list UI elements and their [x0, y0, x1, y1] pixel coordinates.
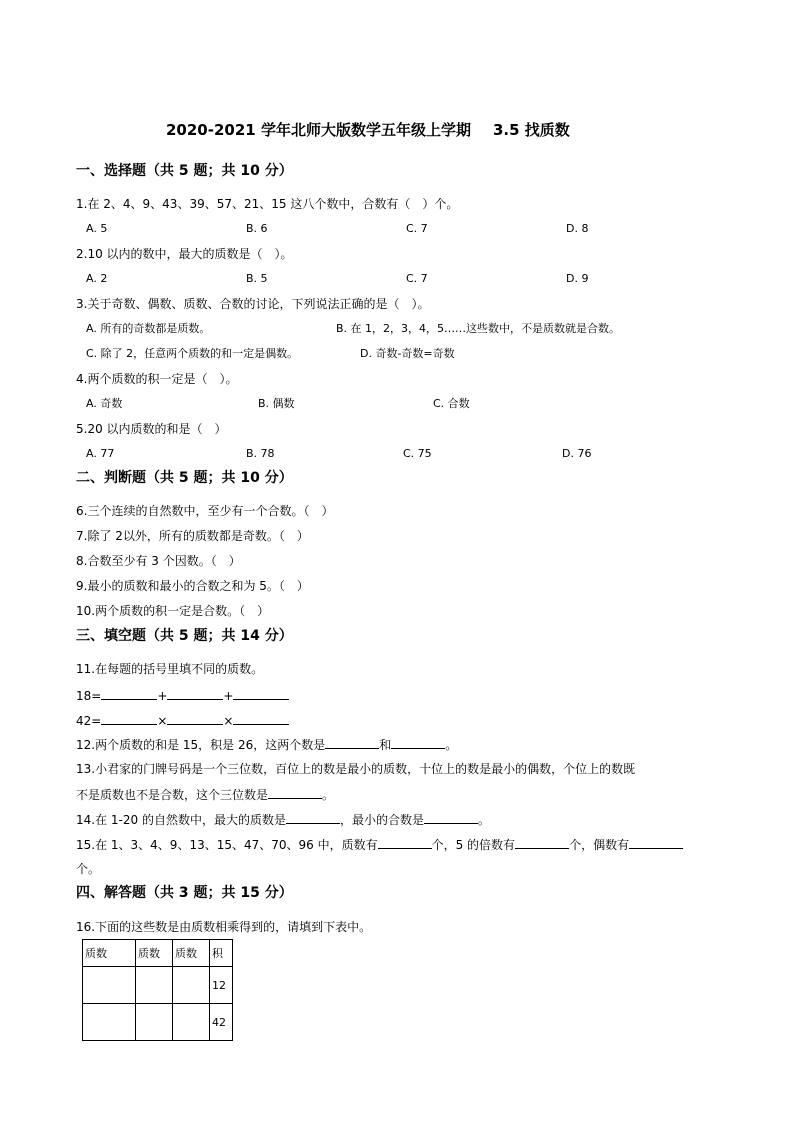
- question-11: 11.在每题的括号里填不同的质数。: [76, 662, 264, 676]
- question-4: 4.两个质数的积一定是（ ）。: [76, 372, 238, 386]
- table-cell-empty[interactable]: [173, 1004, 210, 1041]
- table-cell-product: 12: [210, 967, 233, 1004]
- q11-line-42: 42= × ×: [76, 712, 289, 729]
- q4-option-c: C. 合数: [433, 397, 470, 410]
- table-cell-empty[interactable]: [83, 1004, 136, 1041]
- section-1-heading: 一、选择题（共 5 题；共 10 分）: [76, 163, 293, 179]
- answer-blank[interactable]: [101, 687, 157, 700]
- question-14: 14.在 1-20 的自然数中，最大的质数是 ，最小的合数是 。: [76, 813, 490, 827]
- q11-line-18: 18= + +: [76, 687, 289, 704]
- q4-option-b: B. 偶数: [258, 397, 295, 410]
- answer-blank[interactable]: [378, 836, 432, 849]
- question-10: 10.两个质数的积一定是合数。（ ）: [76, 604, 270, 618]
- question-5: 5.20 以内质数的和是（ ）: [76, 422, 227, 436]
- answer-blank[interactable]: [325, 736, 379, 749]
- section-2-heading: 二、判断题（共 5 题；共 10 分）: [76, 470, 293, 486]
- question-3: 3.关于奇数、偶数、质数、合数的讨论，下列说法正确的是（ ）。: [76, 297, 430, 311]
- q2-option-a: A. 2: [86, 272, 108, 285]
- answer-blank[interactable]: [101, 712, 157, 725]
- question-1: 1.在 2、4、9、43、39、57、21、15 这八个数中，合数有（ ）个。: [76, 197, 459, 211]
- answer-blank[interactable]: [629, 836, 683, 849]
- table-header: 质数: [83, 940, 136, 967]
- q5-option-a: A. 77: [86, 447, 115, 460]
- question-8: 8.合数至少有 3 个因数。（ ）: [76, 554, 241, 568]
- q5-option-d: D. 76: [562, 447, 592, 460]
- q3-option-d: D. 奇数-奇数=奇数: [360, 347, 455, 360]
- question-15-line-2: 个。: [76, 862, 101, 876]
- question-6: 6.三个连续的自然数中，至少有一个合数。（ ）: [76, 504, 334, 518]
- q1-option-c: C. 7: [406, 222, 428, 235]
- question-13-line-2: 不是质数也不是合数，这个三位数是 。: [76, 788, 335, 802]
- question-12: 12.两个质数的和是 15，积是 26，这两个数是 和 。: [76, 738, 458, 752]
- section-3-heading: 三、填空题（共 5 题；共 14 分）: [76, 628, 293, 644]
- table-cell-empty[interactable]: [173, 967, 210, 1004]
- q5-option-b: B. 78: [246, 447, 275, 460]
- question-13-line-1: 13.小君家的门牌号码是一个三位数，百位上的数是最小的质数，十位上的数是最小的偶数，个位上的数既: [76, 762, 636, 776]
- question-7: 7.除了 2以外，所有的质数都是奇数。（ ）: [76, 529, 309, 543]
- question-9: 9.最小的质数和最小的合数之和为 5。（ ）: [76, 579, 309, 593]
- answer-blank[interactable]: [391, 736, 445, 749]
- q2-option-c: C. 7: [406, 272, 428, 285]
- q3-option-a: A. 所有的奇数都是质数。: [86, 322, 211, 335]
- answer-blank[interactable]: [167, 687, 223, 700]
- q4-option-a: A. 奇数: [86, 397, 123, 410]
- question-16: 16.下面的这些数是由质数相乘得到的，请填到下表中。: [76, 920, 372, 934]
- answer-blank[interactable]: [286, 811, 340, 824]
- q1-option-d: D. 8: [566, 222, 589, 235]
- q1-option-a: A. 5: [86, 222, 108, 235]
- q3-option-c: C. 除了 2，任意两个质数的和一定是偶数。: [86, 347, 299, 360]
- table-header: 质数: [136, 940, 173, 967]
- q2-option-b: B. 5: [246, 272, 268, 285]
- table-cell-empty[interactable]: [136, 1004, 173, 1041]
- answer-blank[interactable]: [167, 712, 223, 725]
- table-header: 质数: [173, 940, 210, 967]
- answer-blank[interactable]: [233, 712, 289, 725]
- q3-option-b: B. 在 1，2，3，4，5……这些数中，不是质数就是合数。: [336, 322, 621, 335]
- question-15-line-1: 15.在 1、3、4、9、13、15、47、70、96 中，质数有 个，5 的倍数有 个，偶数有: [76, 836, 683, 853]
- table-cell-product: 42: [210, 1004, 233, 1041]
- answer-blank[interactable]: [233, 687, 289, 700]
- page-title: 2020-2021 学年北师大版数学五年级上学期 3.5 找质数: [166, 121, 570, 139]
- table-header: 积: [210, 940, 233, 967]
- answer-blank[interactable]: [515, 836, 569, 849]
- table-cell-empty[interactable]: [136, 967, 173, 1004]
- question-2: 2.10 以内的数中，最大的质数是（ ）。: [76, 247, 293, 261]
- prime-product-table: [82, 939, 233, 1041]
- q2-option-d: D. 9: [566, 272, 589, 285]
- q1-option-b: B. 6: [246, 222, 268, 235]
- q5-option-c: C. 75: [403, 447, 432, 460]
- table-cell-empty[interactable]: [83, 967, 136, 1004]
- answer-blank[interactable]: [268, 786, 322, 799]
- section-4-heading: 四、解答题（共 3 题；共 15 分）: [76, 885, 293, 901]
- answer-blank[interactable]: [424, 811, 478, 824]
